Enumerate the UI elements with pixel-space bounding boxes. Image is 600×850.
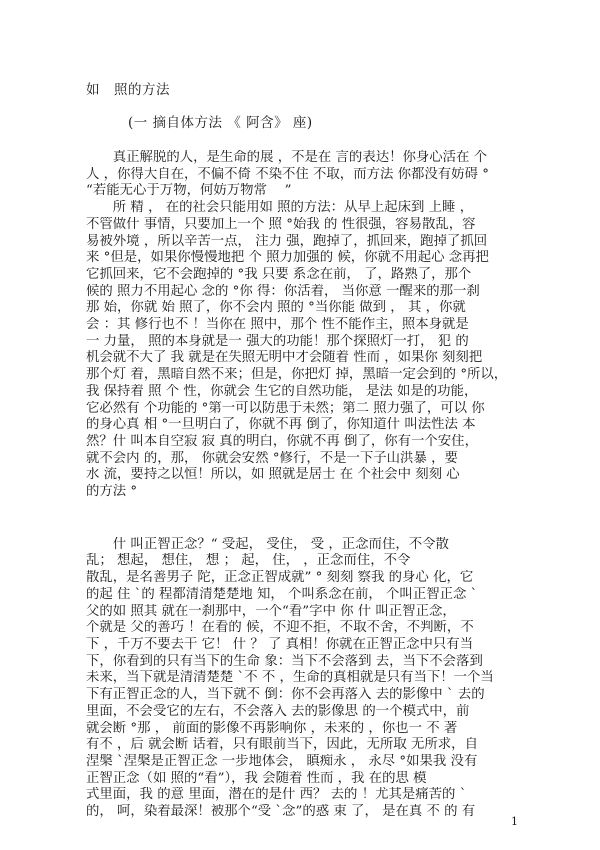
text-line: 下，你看到的只有当下的生命 象：当下不会落到 去，当下不会落到 [86, 653, 483, 669]
document-body [86, 150, 518, 821]
text-line: 乱； 想起， 想住， 想 ； 起， 住， ，正念而住，不令 [86, 553, 411, 569]
text-line: 的起 住 `的 程都清清楚楚地 知， 个叫系念在前， 个叫正智正念 ` [86, 586, 478, 602]
text-line: 然？什 叫本自空寂 寂 真的明白，你就不再 倒了，你有一个安住， [86, 433, 478, 449]
text-line: 未来，当下就是清清楚楚 `不 不 ，生命的真相就是只有当下！一个当 [86, 670, 494, 686]
text-line: 会 ：其 修行也不 ！当你在 照中，那个 性不能作主，照本身就是 [86, 317, 469, 333]
text-line: 个就是 父的善巧 ！在看的 候，不迎不拒，不取不舍，不判断，不 [86, 620, 474, 636]
text-line: 它抓回来，它不会跑掉的 °我 只要 系念在前， 了，路熟了，那个 [86, 266, 472, 282]
text-line: “若能无心于万物，何妨万物常 ” [86, 183, 292, 199]
paragraph-2 [86, 537, 518, 821]
text-line: 散乱，是名善男子 陀，正念正智成就” ° 刻刻 察我 的身心 化，它 [86, 570, 474, 586]
text-line: 它必然有 个功能的 °第一可以防患于未然；第二 照力强了，可以 你 [86, 400, 485, 416]
text-line: 正智正念（如 照的“看”），我 会随着 性而 ，我 在的思 模 [86, 770, 427, 786]
text-line: 真正解脱的人，是生命的展 ，不是在 言的表达！你身心活在 个 [86, 150, 488, 165]
text-line: 的方法 ° [86, 484, 138, 500]
text-line: 就不会内 的，那， 你就会安然 °修行，不是一下子山洪暴 ，要 [86, 450, 458, 466]
text-line: 机会就不大了 我 就是在失照无明中才会随着 性而 ，如果你 刻刻把 [86, 350, 483, 366]
text-line: 里面，不会受它的左右，不会落入 去的影像思 的一个模式中，前 [86, 703, 470, 719]
page-title: 如 照的方法 [86, 82, 170, 98]
text-line: 的， 呵，染着最深！被那个“受 `念”的惑 束 了， 是在真 不 的 有 [86, 804, 476, 820]
text-line: 父的如 照其 就在一刹那中，一个“看”字中 你 什 叫正智正念， [86, 603, 456, 619]
text-line: 就会断 °那 ， 前面的影像不再影响你 ，未来的 ，你也一 不 著 [86, 720, 458, 736]
text-line: 我 保持着 照 个 性，你就会 生它的自然功能， 是法 如是的功能， [86, 383, 478, 399]
text-line: 式里面，我 的意 里面，潜在的是什 西？ 去的 ！尤其是痛苦的 ` [86, 787, 467, 803]
page-number: 1 [511, 815, 518, 828]
paragraph-1 [86, 150, 518, 501]
text-line: 人 ，你得大自在，不偏不倚 不染不住 不取，而方法 你都没有妨碍 ° [86, 166, 489, 182]
text-line: 所 精 ， 在的社会只能用如 照的方法：从早上起床到 上睡 ， [86, 200, 474, 216]
text-line: 水 流，要持之以恒！所以，如 照就是居士 在 个社会中 刻刻 心 [86, 467, 460, 483]
page-subtitle: (一 摘自体方法 《 阿含》 座) [128, 115, 313, 131]
text-line: 涅槃 `涅槃是正智正念 一步地体会， 瞋痴永 ， 永尽 °如果我 没有 [86, 753, 478, 769]
text-line: 什 叫正智正念？“ 受起， 受住， 受 ，正念而住，不令散 [86, 536, 449, 552]
text-line: 下 ，千万不要去干 它！ 什 ？ 了 真相！你就在正智正念中只有当 [86, 636, 474, 652]
text-line: 易被外境 ，所以辛苦一点， 注力 强，跑掉了，抓回来，跑掉了抓回 [86, 233, 488, 249]
text-line: 候的 照力不用起心 念的 °你 得：你活着， 当你意 一醒来的那一刹 [86, 283, 480, 299]
text-line: 下有正智正念的人，当下就不 倒：你不会再落入 去的影像中 ` 去的 [86, 687, 485, 703]
text-line: 一 力量， 照的本身就是一 强大的功能！那个探照灯一打， 犯 的 [86, 333, 469, 349]
text-line: 那 始，你就 始 照了，你不会内 照的 °当你能 做到 ， 其 ，你就 [86, 300, 466, 316]
text-line: 的身心真 相 °一旦明白了，你就不再 倒了，你知道什 叫法性法 本 [86, 417, 476, 433]
text-line: 那个灯 着，黑暗自然不来；但是，你把灯 掉，黑暗一定会到的 °所以， [86, 367, 508, 383]
text-line: 有不 ，后 就会断 话着，只有眼前当下，因此，无所取 无所求，自 [86, 737, 478, 753]
text-line: 来 °但是，如果你慢慢地把 个 照力加强的 候，你就不用起心 念再把 [86, 250, 489, 266]
text-line: 不管做什 事情，只要加上一个 照 °始我 的 性很强，容易散乱，容 [86, 216, 476, 232]
